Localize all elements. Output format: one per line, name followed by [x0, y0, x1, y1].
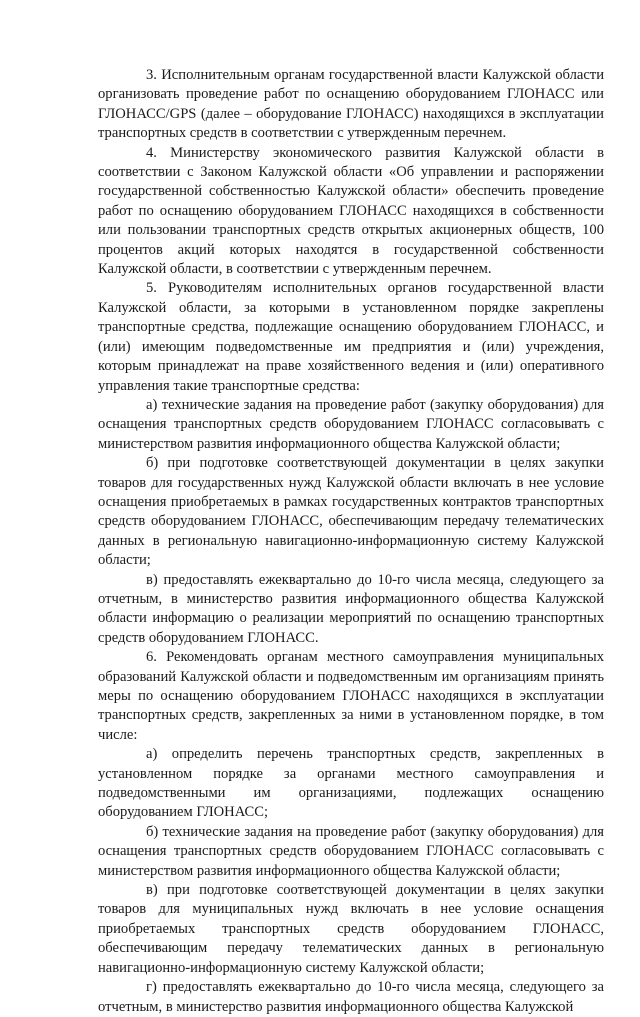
paragraph-5v: в) предоставлять ежеквартально до 10-го числа месяца, следующего за отчетным, в министерство развития информационного общества Калужской области информацию о реализации мероприятий по оснащению транспортных средств оборудованием ГЛОНАСС.	[98, 571, 604, 646]
paragraph-6v: в) при подготовке соответствующей документации в целях закупки товаров для муниципальных нужд включать в нее условие оснащения приобретаемых транспортных средств оборудованием ГЛОНАСС, обеспечивающим передачу телематических данных в региональную навигационно-информационную систему Калужской области;	[98, 882, 604, 976]
paragraph-5: 5. Руководителям исполнительных органов государственной власти Калужской области, за которыми в установленном порядке закреплены транспортные средства, подлежащие оснащению оборудованием ГЛОНАСС, и (или) имеющим подведомственные им предприятия и (или) учреждения, которым принадлежат на праве хозяйственного ведения и (или) оперативного управления такие транспортные средства:	[98, 280, 604, 394]
paragraph-3: 3. Исполнительным органам государственной власти Калужской области организовать проведение работ по оснащению оборудованием ГЛОНАСС или ГЛОНАСС/GPS (далее – оборудование ГЛОНАСС) находящихся в эксплуатации транспортных средств в соответствии с утвержденным перечнем.	[98, 67, 604, 142]
paragraph-5b: б) при подготовке соответствующей документации в целях закупки товаров для государственных нужд Калужской области включать в нее условие оснащения приобретаемых в рамках государственных контрактов транспортных средств оборудованием ГЛОНАСС, обеспечивающим передачу телематических данных в региональную навигационно-информационную систему Калужской области;	[98, 455, 604, 569]
paragraph-4: 4. Министерству экономического развития Калужской области в соответствии с Законом Калужской области «Об управлении и распоряжении государственной собственностью Калужской области» обеспечить проведение работ по оснащению оборудованием ГЛОНАСС находящихся в собственности или пользовании транспортных средств открытых акционерных обществ, 100 процентов акций которых находятся в государственной собственности Калужской области, в соответствии с утвержденным перечнем.	[98, 144, 604, 278]
paragraph-6g: г) предоставлять ежеквартально до 10-го числа месяца, следующего за отчетным, в министерство развития информационного общества Калужской	[98, 979, 604, 1015]
paragraph-6: 6. Рекомендовать органам местного самоуправления муниципальных образований Калужской области и подведомственным им организациям принять меры по оснащению оборудованием ГЛОНАСС находящихся в эксплуатации транспортных средств, закрепленных за ними в установленном порядке, в том числе:	[98, 649, 604, 743]
paragraph-6a: а) определить перечень транспортных средств, закрепленных в установленном порядке за органами местного самоуправления и подведомственными им организациями, подлежащих оснащению оборудованием ГЛОНАСС;	[98, 746, 604, 821]
paragraph-6b: б) технические задания на проведение работ (закупку оборудования) для оснащения транспортных средств оборудованием ГЛОНАСС согласовывать с министерством развития информационного общества Калужской области;	[98, 823, 604, 879]
document-page	[98, 66, 604, 1017]
paragraph-5a: а) технические задания на проведение работ (закупку оборудования) для оснащения транспортных средств оборудованием ГЛОНАСС согласовывать с министерством развития информационного общества Калужской области;	[98, 396, 604, 452]
